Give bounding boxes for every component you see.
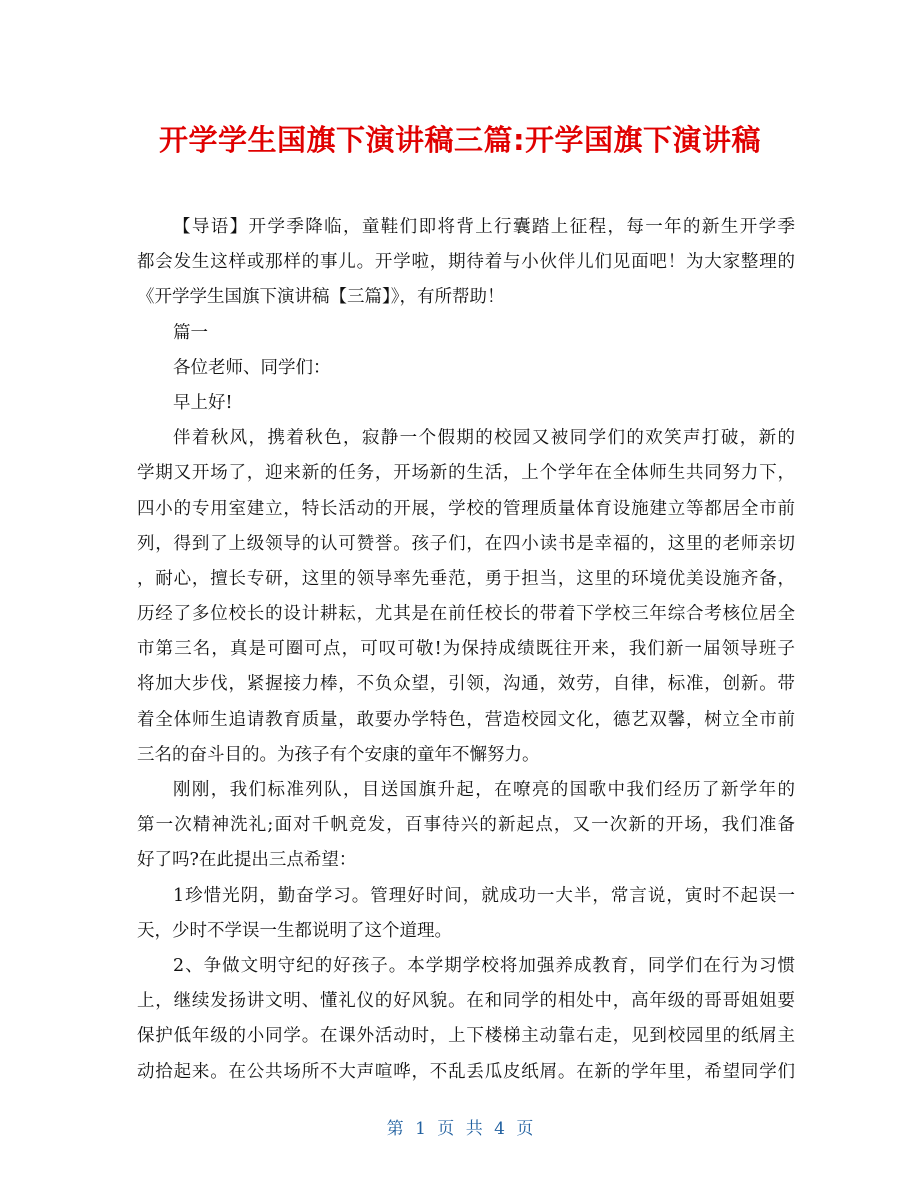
page-footer: 第 1 页 共 4 页: [386, 1119, 534, 1139]
text-line: ，耐心，擅长专研，这里的领导率先垂范，勇于担当，这里的环境优美设施齐备，: [137, 568, 795, 589]
text-line: 【导语】开学季降临，童鞋们即将背上行囊踏上征程，每一年的新生开学季: [173, 217, 795, 237]
text-line: 将加大步伐，紧握接力棒，不负众望，引领，沟通，效劳，自律，标准，创新。带: [137, 674, 795, 695]
text-line: 早上好!: [173, 392, 233, 413]
text-line: 上，继续发扬讲文明、懂礼仪的好风貌。在和同学的相处中，高年级的哥哥姐姐要: [137, 991, 795, 1012]
text-line: 1珍惜光阴，勤奋学习。管理好时间，就成功一大半，常言说，寅时不起误一: [173, 885, 795, 906]
document-title: 开学学生国旗下演讲稿三篇:开学国旗下演讲稿: [158, 123, 762, 157]
text-line: 好了吗?在此提出三点希望：: [137, 850, 357, 871]
text-line: 2、争做文明守纪的好孩子。本学期学校将加强养成教育，同学们在行为习惯: [173, 955, 795, 976]
text-line: 篇一: [173, 322, 208, 343]
text-line: 《开学学生国旗下演讲稿【三篇】》，有所帮助！: [137, 287, 505, 308]
document-body: [137, 210, 795, 1090]
text-line: 天，少时不学误一生都说明了这个道理。: [137, 920, 452, 941]
text-line: 各位老师、同学们：: [173, 357, 331, 378]
text-line: 四小的专用室建立，特长活动的开展，学校的管理质量体育设施建立等都居全市前: [137, 498, 795, 519]
text-line: 都会发生这样或那样的事儿。开学啦，期待着与小伙伴儿们见面吧！为大家整理的: [137, 252, 795, 273]
text-line: 列，得到了上级领导的认可赞誉。孩子们，在四小读书是幸福的，这里的老师亲切: [137, 533, 795, 554]
text-line: 历经了多位校长的设计耕耘，尤其是在前任校长的带着下学校三年综合考核位居全: [137, 604, 795, 625]
text-line: 学期又开场了，迎来新的任务，开场新的生活，上个学年在全体师生共同努力下，: [137, 463, 795, 484]
text-line: 刚刚，我们标准列队，目送国旗升起，在嘹亮的国歌中我们经历了新学年的: [173, 780, 795, 800]
text-line: 第一次精神洗礼;面对千帆竞发，百事待兴的新起点，又一次新的开场，我们准备: [137, 815, 795, 836]
text-line: 市第三名，真是可圈可点，可叹可敬!为保持成绩既往开来，我们新一届领导班子: [137, 639, 795, 660]
text-line: 着全体师生追请教育质量，敢要办学特色，营造校园文化，德艺双馨，树立全市前: [137, 709, 795, 730]
text-line: 三名的奋斗目的。为孩子有个安康的童年不懈努力。: [137, 744, 540, 765]
text-line: 保护低年级的小同学。在课外活动时，上下楼梯主动靠右走，见到校园里的纸屑主: [137, 1026, 795, 1047]
text-line: 伴着秋风，携着秋色，寂静一个假期的校园又被同学们的欢笑声打破，新的: [173, 428, 795, 449]
text-line: 动拾起来。在公共场所不大声喧哗，不乱丢瓜皮纸屑。在新的学年里，希望同学们: [137, 1061, 795, 1082]
